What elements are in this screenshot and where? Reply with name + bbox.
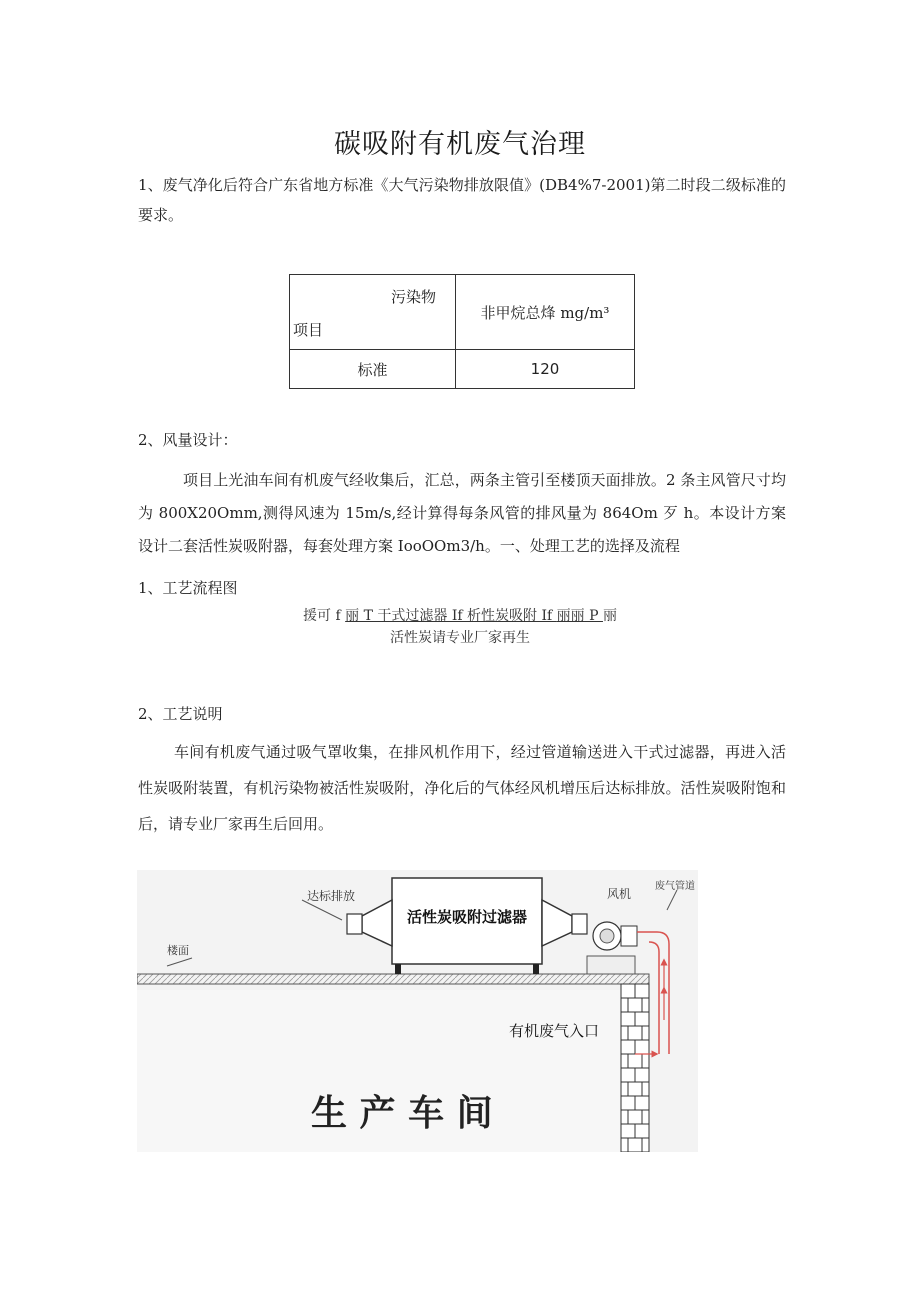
standard-table [289, 274, 635, 389]
table-corner-top: 污染物 [390, 288, 436, 306]
section-process-paragraph: 车间有机废气通过吸气罩收集，在排风机作用下，经过管道输送进入干式过滤器，再进入活性炭吸附装置，有机污染物被活性炭吸附，净化后的气体经风机增压后达标排放。活性炭吸附饱和后，请专业厂家再生后回用。 [138, 743, 786, 833]
label-inlet: 有机废气入口 [509, 1022, 600, 1040]
label-duct: 废气管道 [655, 881, 695, 892]
flowchart-line1 [0, 605, 920, 625]
label-floor: 楼面 [167, 944, 189, 957]
table-corner-bottom: 项目 [293, 321, 324, 339]
label-fan: 风机 [607, 887, 632, 901]
flow-part-d: 丽丽 P [556, 608, 603, 624]
section-flowchart-heading: 1、工艺流程图 [138, 579, 238, 597]
label-workshop: 生 产 车 间 [311, 1093, 493, 1134]
paragraph-standard: 1、废气净化后符合广东省地方标准《大气污染物排放限值》(DB4%7-2001)第二时段二级标准的要求。 [138, 176, 786, 224]
flowchart-line2: 活性炭请专业厂家再生 [390, 630, 530, 646]
section-airflow-heading: 2、风量设计： [138, 431, 238, 449]
brick-wall [621, 984, 649, 1152]
table-row-value: 120 [456, 350, 635, 389]
floor-slab [137, 974, 649, 984]
section-process-heading: 2、工艺说明 [138, 705, 223, 723]
flow-part-b: 丽 T 干式过滤器 If [345, 608, 467, 624]
label-filter: 活性炭吸附过滤器 [406, 908, 528, 926]
label-discharge: 达标排放 [307, 889, 356, 903]
table-corner-cell [290, 275, 456, 350]
process-diagram [137, 870, 698, 1152]
table-row-label: 标准 [290, 350, 456, 389]
page-title: 碳吸附有机废气治理 [334, 129, 586, 160]
flow-part-a: 援可 f [303, 608, 346, 624]
flow-part-c: 析性炭吸附 If [467, 608, 557, 624]
table-col-header: 非甲烷总烽 mg/m³ [456, 275, 635, 350]
section-airflow-paragraph: 项目上光油车间有机废气经收集后，汇总，两条主管引至楼顶天面排放。2 条主风管尺寸均为 800X20Omm,测得风速为 15m∕s,经计算得每条风管的排风量为 864Om 歹 h。本设计方案设计二套活性炭吸附器，每套处理方案 IooOOm3/h。一、处理工艺的选择及流程 [138, 471, 786, 555]
flow-part-e: 丽 [602, 608, 617, 624]
